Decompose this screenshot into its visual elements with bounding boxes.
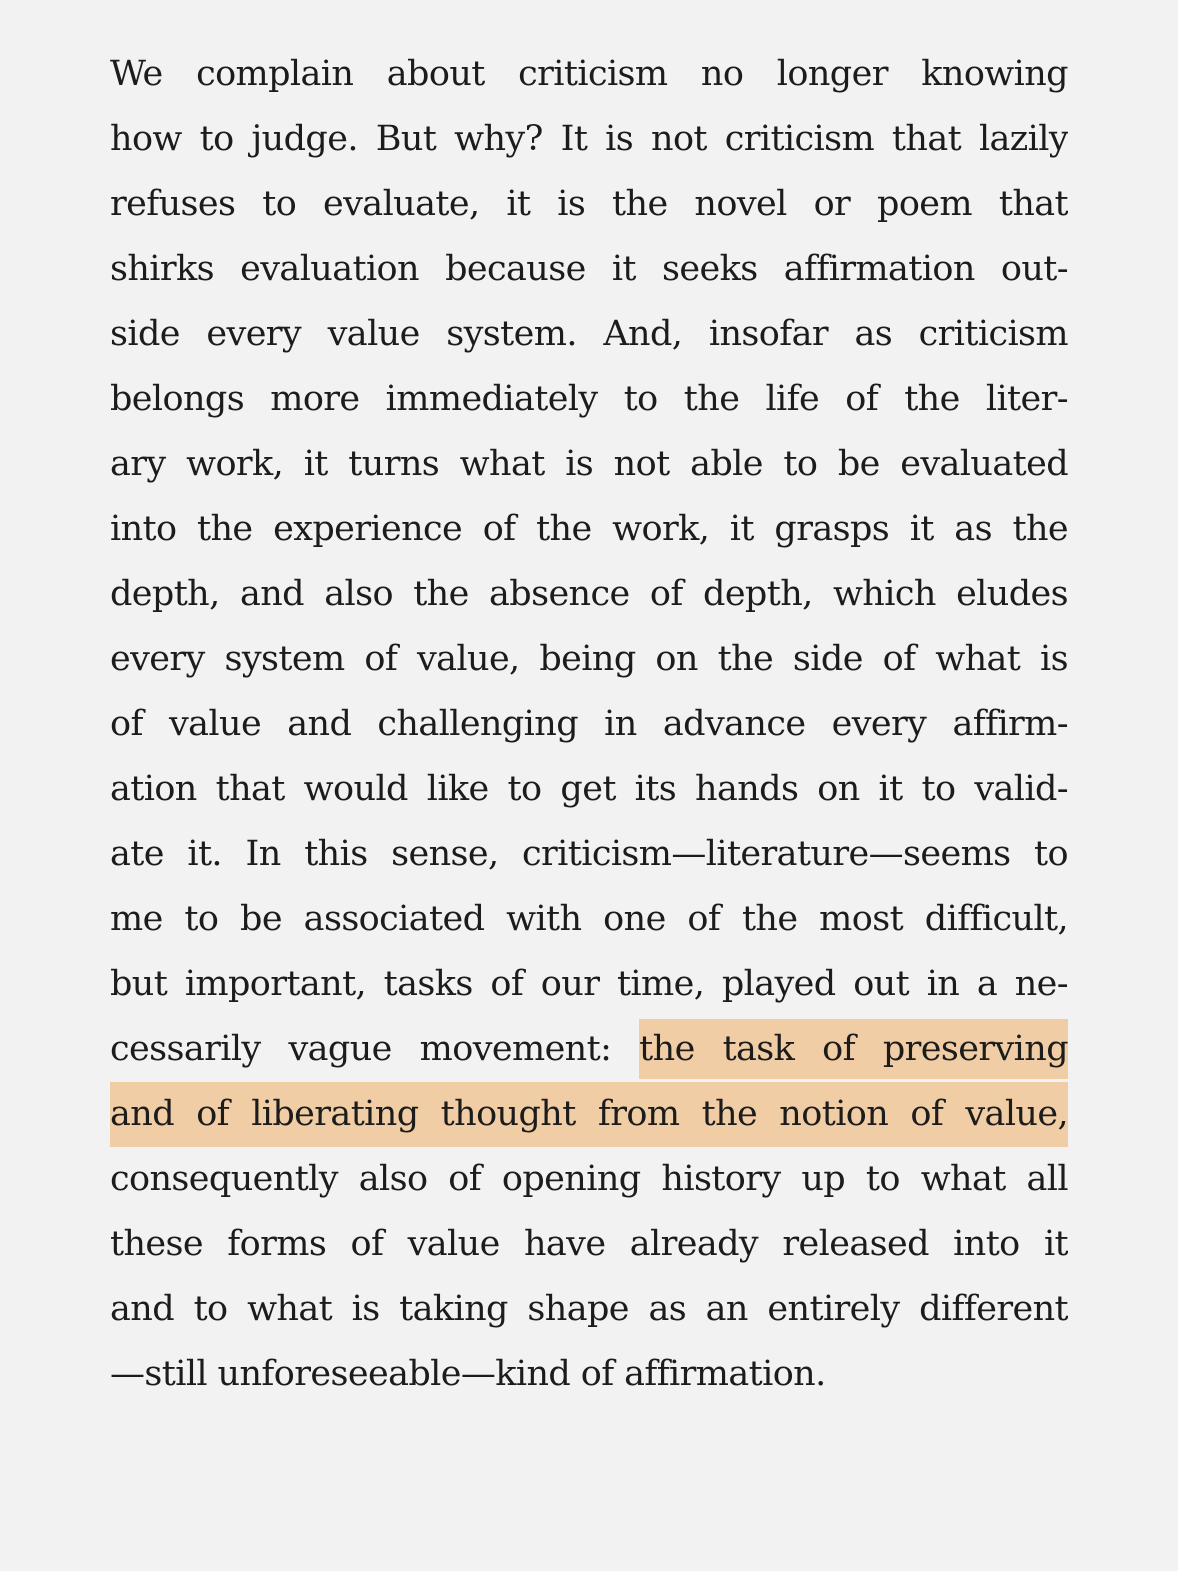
text-line: of value and challenging in advance every affirm- — [110, 704, 1068, 744]
text-line: belongs more immediately to the life of the liter- — [110, 379, 1068, 419]
plain-text-segment: cessarily vague movement: — [110, 1029, 640, 1069]
text-line-partial-highlight — [110, 1017, 1068, 1082]
text-line: shirks evaluation because it seeks affirmation out- — [110, 249, 1068, 289]
text-line: how to judge. But why? It is not criticism that lazily — [110, 119, 1068, 159]
text-line: refuses to evaluate, it is the novel or poem that — [110, 184, 1068, 224]
highlighted-text-segment[interactable]: the task of preserving — [639, 1019, 1068, 1079]
text-line: me to be associated with one of the most difficult, — [110, 899, 1068, 939]
text-line: We complain about criticism no longer knowing — [110, 54, 1068, 94]
text-line: ation that would like to get its hands on it to valid- — [110, 769, 1068, 809]
text-line: consequently also of opening history up to what all — [110, 1159, 1068, 1199]
highlighted-text-line[interactable]: and of liberating thought from the notion of value, — [110, 1082, 1068, 1147]
text-line: and to what is taking shape as an entirely different — [110, 1289, 1068, 1329]
text-line: into the experience of the work, it grasps it as the — [110, 509, 1068, 549]
text-line: side every value system. And, insofar as criticism — [110, 314, 1068, 354]
text-line: ary work, it turns what is not able to be evaluated — [110, 444, 1068, 484]
reader-page — [110, 42, 1068, 1407]
text-line: ate it. In this sense, criticism—literature—seems to — [110, 834, 1068, 874]
text-line: but important, tasks of our time, played out in a ne- — [110, 964, 1068, 1004]
text-line: these forms of value have already released into it — [110, 1224, 1068, 1264]
text-line: every system of value, being on the side of what is — [110, 639, 1068, 679]
text-line-last: —still unforeseeable—kind of affirmation. — [110, 1354, 826, 1394]
text-line: depth, and also the absence of depth, which eludes — [110, 574, 1068, 614]
